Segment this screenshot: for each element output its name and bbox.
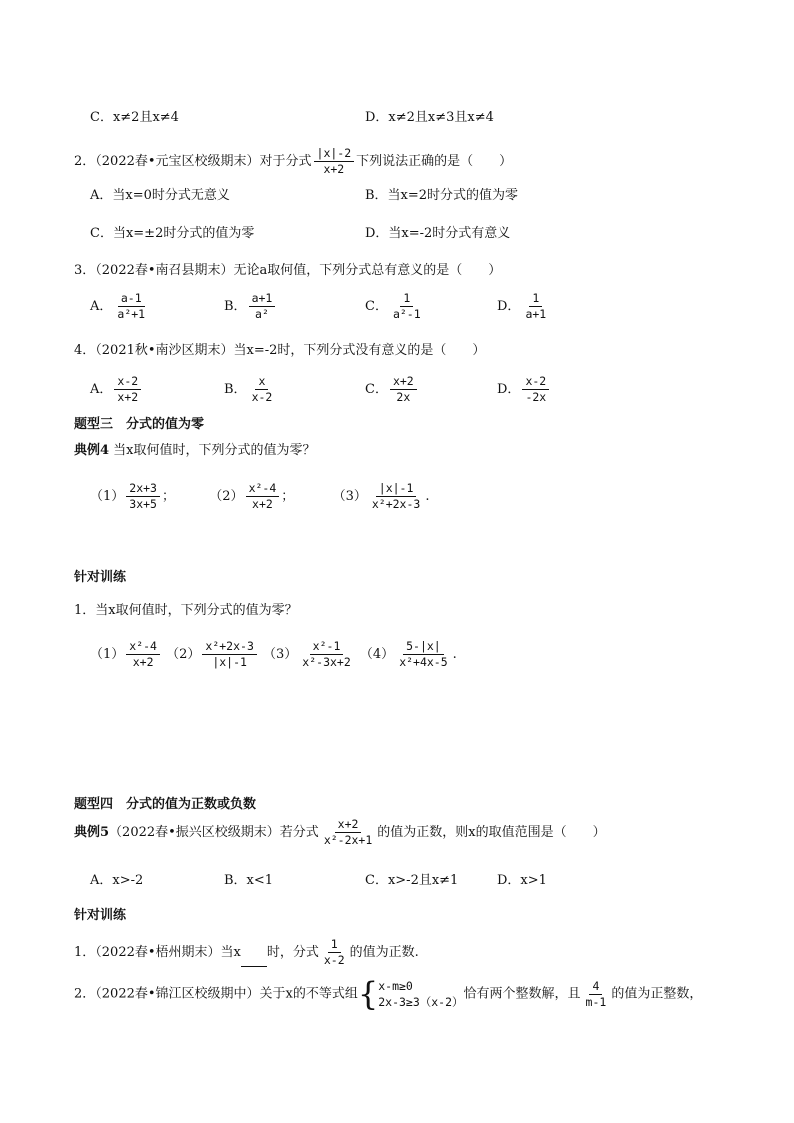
- fraction-numerator: 1: [529, 292, 542, 307]
- fraction-numerator: x²+2x-3: [202, 640, 256, 655]
- fraction-denominator: 3x+5: [129, 497, 157, 511]
- inequality-1: x-m≥0: [378, 979, 413, 993]
- option-label: D．: [497, 299, 521, 314]
- brace-icon: {: [357, 975, 379, 1013]
- option-fraction: [249, 375, 276, 404]
- training-1-items: [90, 640, 457, 669]
- item-label: （1）: [90, 647, 125, 662]
- q-mid: 恰有两个整数解，且: [463, 986, 581, 1002]
- fraction-numerator: 4: [589, 980, 602, 995]
- q2-option-c: C．当x=±2时分式的值为零: [90, 226, 255, 241]
- item-separator: .: [452, 647, 457, 662]
- fraction-denominator: |x|-1: [212, 655, 247, 669]
- fraction-numerator: 2x+3: [126, 482, 160, 497]
- q2-stem-pre: 2．（2022春•元宝区校级期末）对于分式: [74, 154, 312, 169]
- item-fraction: [202, 640, 256, 669]
- fraction-numerator: x: [255, 375, 268, 390]
- fraction-denominator: x+2: [132, 655, 154, 669]
- option-label: A．: [90, 382, 113, 397]
- q-mid: 时，分式: [266, 945, 319, 960]
- option-fraction: [522, 292, 549, 321]
- q4-option-b: [224, 375, 277, 404]
- item-separator: .: [425, 489, 430, 504]
- q2-fraction: [314, 147, 355, 176]
- example-5-option-b: B．x<1: [224, 873, 274, 888]
- fraction-numerator: x²-4: [126, 640, 160, 655]
- q4-option-c: [365, 375, 419, 404]
- fraction-numerator: x²-1: [310, 640, 344, 655]
- fraction-numerator: x+2: [390, 375, 417, 390]
- q1-option-c: C．x≠2且x≠4: [90, 110, 179, 125]
- fraction-numerator: a+1: [249, 292, 276, 307]
- fraction-denominator: -2x: [525, 390, 547, 404]
- fraction-numerator: x-2: [522, 375, 549, 390]
- fraction-denominator: a²-1: [392, 307, 421, 321]
- inequality-system: [378, 978, 463, 1010]
- item-fraction: [126, 640, 160, 669]
- fraction-numerator: 5-|x|: [403, 640, 444, 655]
- q2-option-a: A．当x=0时分式无意义: [90, 188, 230, 203]
- q-pre: 2．（2022春•锦江区校级期中）关于x的不等式组: [74, 986, 358, 1002]
- fraction-numerator: 1: [400, 292, 413, 307]
- fraction-denominator: 2x: [396, 390, 411, 404]
- q3-option-c: [365, 292, 426, 321]
- item-label: （3）: [332, 489, 367, 504]
- example-4-items: [90, 482, 429, 511]
- q3-option-d: [497, 292, 551, 321]
- q-fraction: [583, 980, 610, 1009]
- item-label: （4）: [359, 647, 395, 662]
- option-fraction: [114, 292, 148, 321]
- example-5-option-d: D．x>1: [497, 873, 547, 888]
- answer-blank: [241, 954, 267, 967]
- item-fraction: [369, 482, 423, 511]
- fraction-denominator: x+2: [117, 390, 139, 404]
- fraction-denominator: x-2: [323, 953, 345, 967]
- option-fraction: [114, 375, 141, 404]
- section-heading-type3: 题型三 分式的值为零: [74, 417, 205, 432]
- option-label: D．: [497, 382, 521, 397]
- item-separator: ；: [161, 489, 175, 504]
- example-text: 当x取何值时，下列分式的值为零？: [109, 443, 316, 458]
- example-post: 的值为正数，则x的取值范围是（ ）: [377, 825, 606, 840]
- item-label: （2）: [209, 489, 244, 504]
- training-2-q1: [74, 938, 419, 967]
- fraction-denominator: x²-3x+2: [302, 655, 351, 669]
- q-post: 的值为正数.: [349, 945, 419, 960]
- item-separator: ；: [281, 489, 295, 504]
- training-heading-2: 针对训练: [74, 908, 127, 923]
- q1-option-d: D．x≠2且x≠3且x≠4: [365, 110, 494, 125]
- fraction-denominator: a+1: [525, 307, 547, 321]
- q-fraction: [321, 938, 348, 967]
- fraction-numerator: x+2: [335, 818, 362, 833]
- example-label: 典例5: [74, 825, 110, 840]
- q3-option-b: [224, 292, 277, 321]
- option-label: C．: [365, 299, 388, 314]
- fraction-denominator: x-2: [251, 390, 273, 404]
- option-fraction: [522, 375, 549, 404]
- q2-option-b: B．当x=2时分式的值为零: [365, 188, 519, 203]
- fraction-denominator: a²+1: [117, 307, 146, 321]
- q4-option-d: [497, 375, 551, 404]
- fraction-numerator: 1: [328, 938, 341, 953]
- option-label: C．: [365, 382, 388, 397]
- q3-option-a: [90, 292, 150, 321]
- q2-option-d: D．当x=-2时分式有意义: [365, 226, 511, 241]
- fraction-denominator: m-1: [585, 994, 607, 1009]
- q2-stem-post: 下列说法正确的是（ ）: [356, 154, 513, 169]
- training-heading-1: 针对训练: [74, 570, 127, 585]
- fraction-numerator: x-2: [114, 375, 141, 390]
- option-label: B．: [224, 299, 247, 314]
- item-fraction: [246, 482, 280, 511]
- fraction-denominator: x²+4x-5: [399, 655, 448, 669]
- example-5: [74, 818, 606, 847]
- fraction-numerator: |x|-1: [376, 482, 417, 497]
- option-label: B．: [224, 382, 247, 397]
- inequality-2: 2x-3≥3（x-2）: [378, 995, 464, 1009]
- example-fraction: [321, 818, 375, 847]
- option-fraction: [390, 292, 424, 321]
- q4-option-a: [90, 375, 143, 404]
- fraction-denominator: x²+2x-3: [371, 497, 421, 511]
- option-label: A．: [90, 299, 113, 314]
- example-4: [74, 443, 316, 459]
- training-1-stem: 1．当x取何值时，下列分式的值为零？: [74, 603, 298, 618]
- item-label: （2）: [166, 647, 201, 662]
- item-label: （1）: [90, 489, 125, 504]
- example-5-option-c: C．x>-2且x≠1: [365, 873, 459, 888]
- q-post: 的值为正整数，: [611, 986, 703, 1002]
- example-5-option-a: A．x>-2: [90, 873, 144, 888]
- item-fraction: [126, 482, 160, 511]
- item-fraction: [396, 640, 450, 669]
- item-fraction: [299, 640, 353, 669]
- option-fraction: [390, 375, 417, 404]
- q-pre: 1．（2022春•梧州期末）当x: [74, 945, 241, 960]
- fraction-denominator: x²-2x+1: [323, 833, 373, 847]
- training-2-q2: [74, 975, 703, 1013]
- q2-stem: [74, 147, 512, 176]
- fraction-numerator: x²-4: [246, 482, 280, 497]
- fraction-denominator: x+2: [252, 497, 273, 511]
- item-label: （3）: [263, 647, 298, 662]
- fraction-numerator: |x|-2: [314, 147, 355, 162]
- section-heading-type4: 题型四 分式的值为正数或负数: [74, 797, 257, 812]
- fraction-numerator: a-1: [118, 292, 145, 307]
- example-pre: （2022春•振兴区校级期末）若分式: [109, 825, 319, 840]
- example-label: 典例4: [74, 443, 110, 458]
- q4-stem: 4．（2021秋•南沙区期末）当x=-2时，下列分式没有意义的是（ ）: [74, 343, 486, 358]
- fraction-denominator: x+2: [323, 162, 345, 176]
- fraction-denominator: a²: [255, 307, 269, 321]
- q3-stem: 3．（2022春•南召县期末）无论a取何值，下列分式总有意义的是（ ）: [74, 263, 502, 278]
- option-fraction: [249, 292, 276, 321]
